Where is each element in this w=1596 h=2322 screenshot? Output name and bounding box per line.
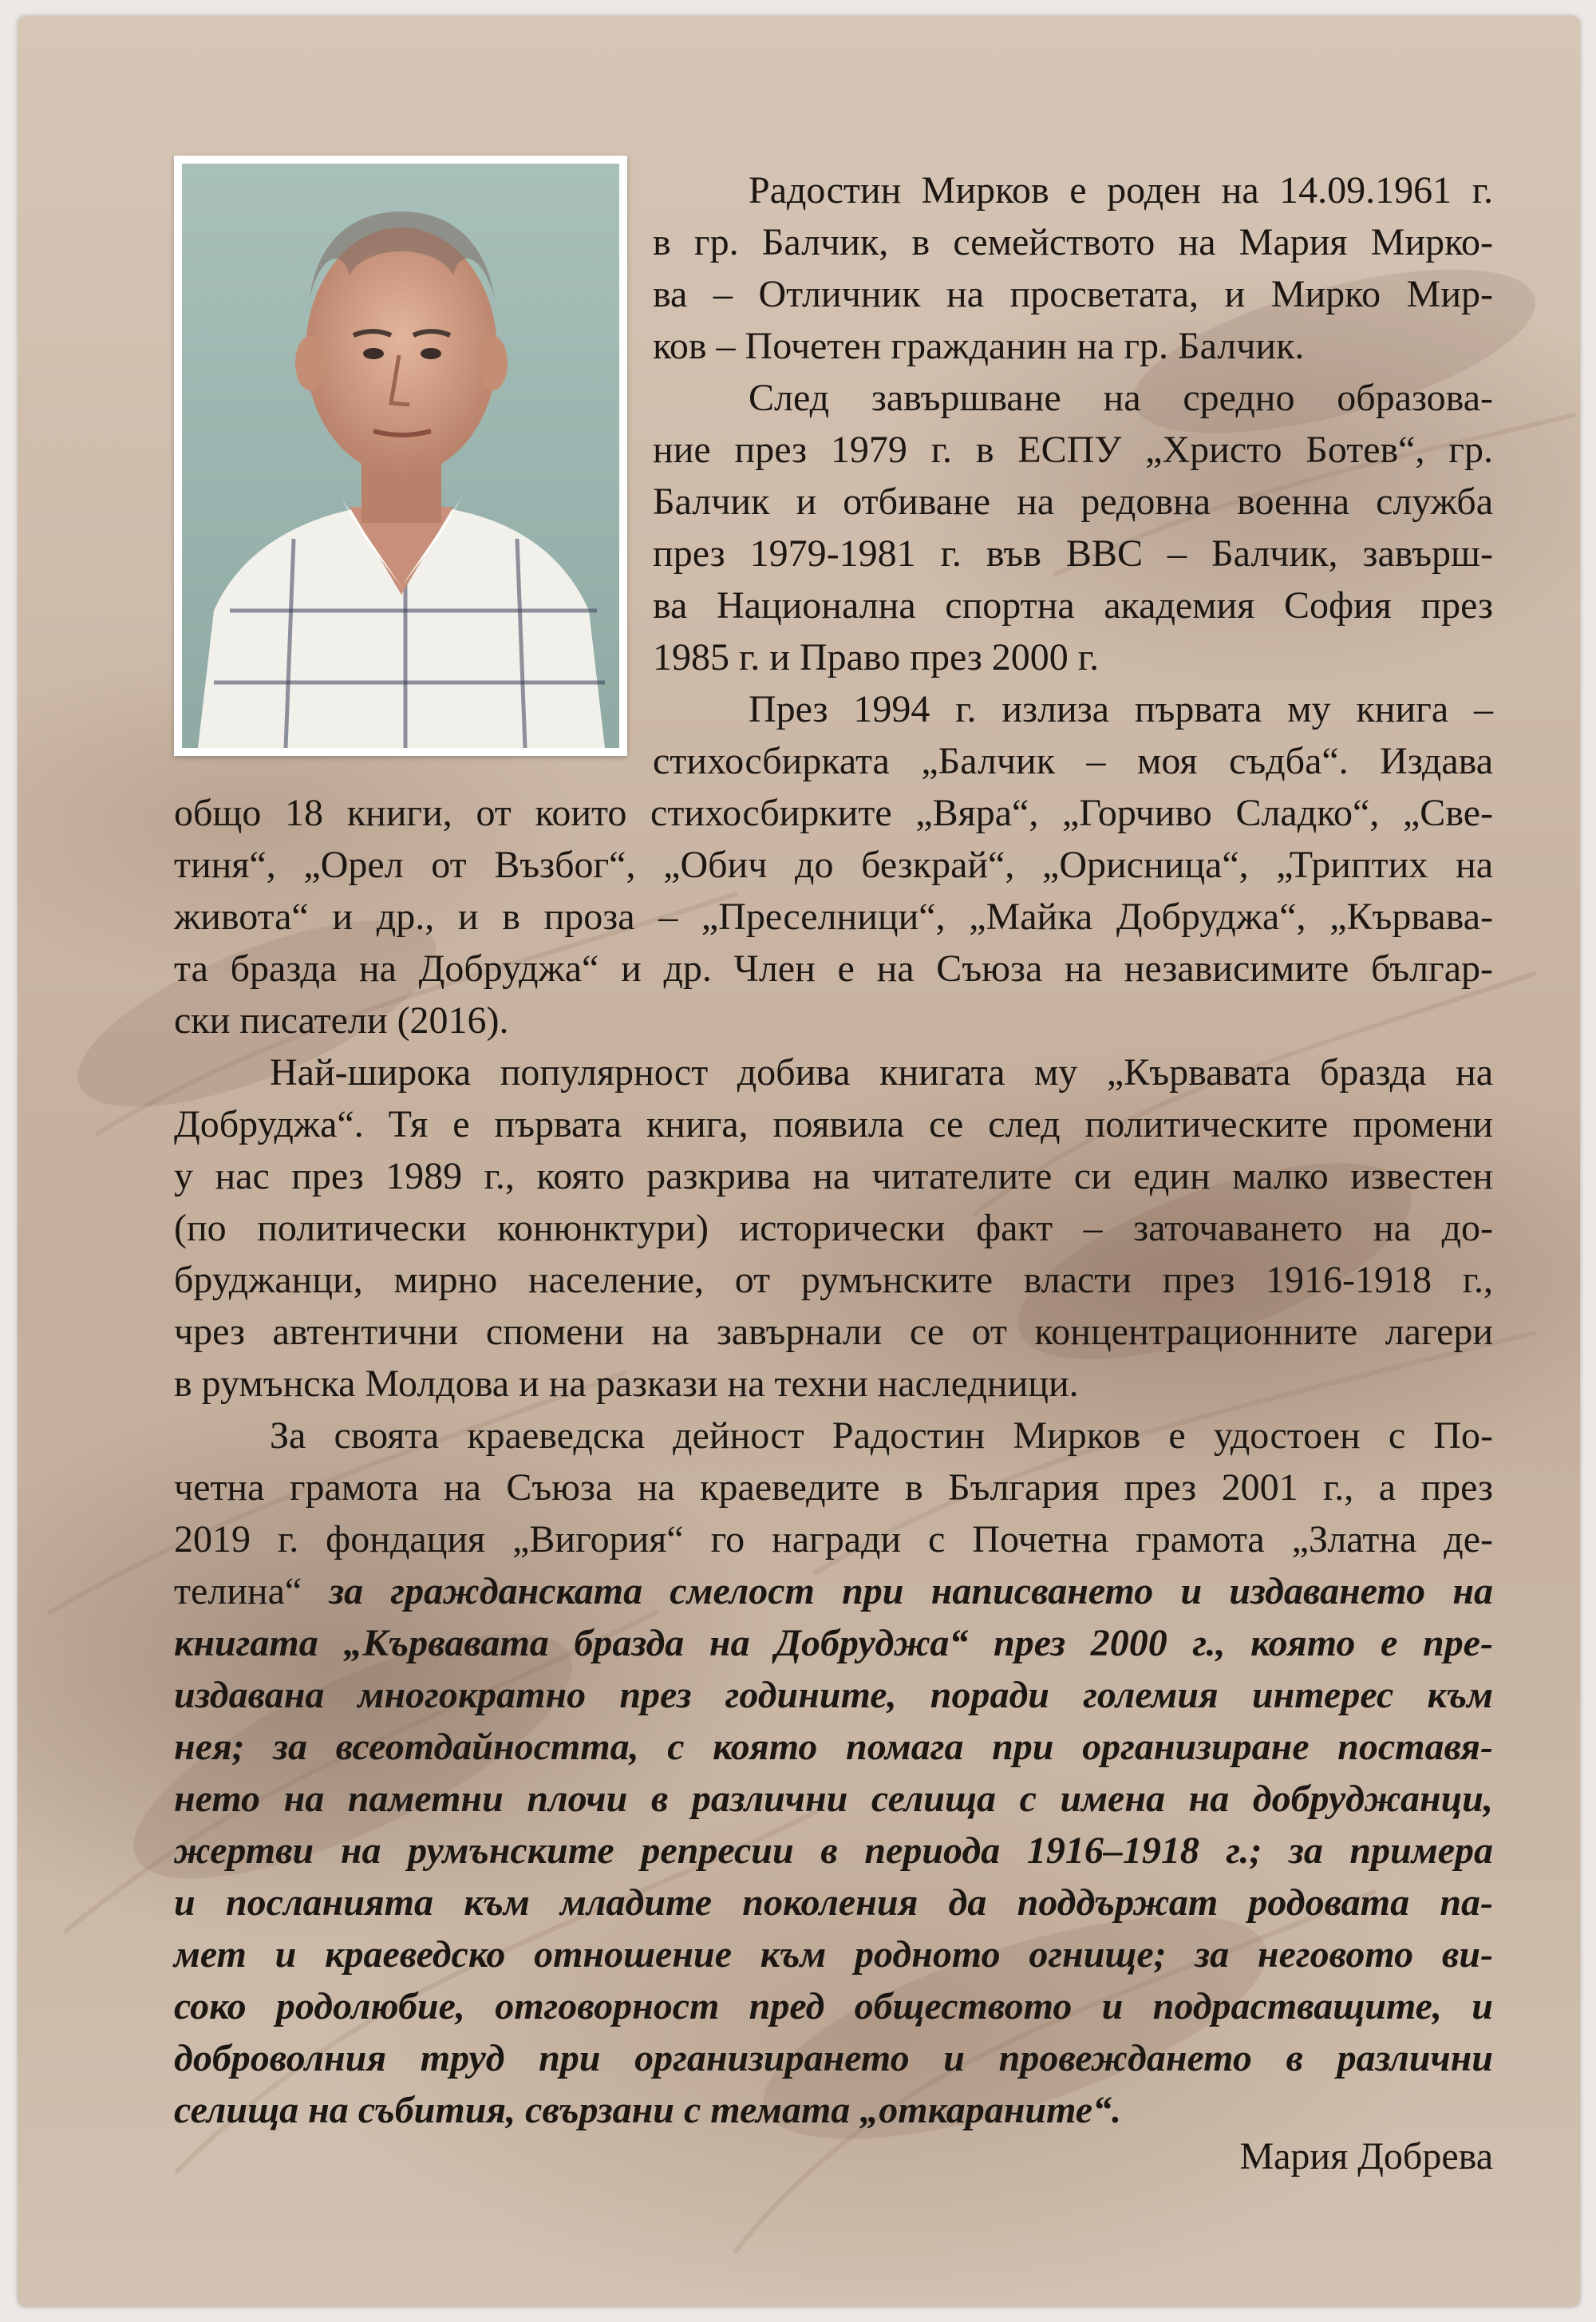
text-line: (по политически конюнктури) исторически факт – заточаването на до- xyxy=(174,1207,1493,1249)
text-line: в румънска Молдова и на разкази на техни наследници. xyxy=(174,1363,1079,1405)
text-line: общо 18 книги, от които стихосбирките „Вяра“, „Горчиво Сладко“, „Све- xyxy=(174,792,1493,834)
text-line: Най-широка популярност добива книгата му „Кървавата бразда на xyxy=(270,1051,1493,1094)
bold-italic-line: и посланията към младите поколения да поддържат родовата па- xyxy=(174,1881,1493,1924)
bold-italic-line: доброволния труд при организирането и провеждането в различни xyxy=(174,2037,1493,2079)
mixed-text-line xyxy=(174,1566,1493,1618)
bold-italic-line: соко родолюбие, отговорност пред обществото и подрастващите, и xyxy=(174,1985,1493,2027)
text-line: тиня“, „Орел от Възбог“, „Обич до безкрай“, „Орисница“, „Триптих на xyxy=(174,844,1493,886)
text-line: 2019 г. фондация „Вигория“ го награди с Почетна грамота „Златна де- xyxy=(174,1518,1493,1561)
bold-italic-line: селища на събития, свързани с темата „откараните“. xyxy=(174,2089,1122,2131)
text-line: Добруджа“. Тя е първата книга, появила се след политическите промени xyxy=(174,1103,1493,1145)
bold-italic-line: книгата „Кървавата бразда на Добруджа“ през 2000 г., която е пре- xyxy=(174,1622,1493,1664)
bold-italic-fragment: за гражданската смелост при написването и издаването на xyxy=(329,1570,1493,1612)
text-line: ков – Почетен гражданин на гр. Балчик. xyxy=(653,325,1305,367)
text-line: у нас през 1989 г., която разкрива на читателите си един малко известен xyxy=(174,1155,1493,1197)
text-line: в гр. Балчик, в семейството на Мария Мирко- xyxy=(653,221,1493,263)
text-line: чрез автентични спомени на завърнали се от концентрационните лагери xyxy=(174,1311,1493,1353)
biography-text xyxy=(18,16,1580,2307)
text-line: живота“ и др., и в проза – „Преселници“, „Майка Добруджа“, „Кървава- xyxy=(174,896,1493,938)
text-line: ва – Отличник на просветата, и Мирко Мир- xyxy=(653,273,1493,315)
plain-fragment: телина“ xyxy=(174,1570,330,1612)
text-line: ва Национална спортна академия София през xyxy=(653,584,1493,627)
text-line: ски писатели (2016). xyxy=(174,999,509,1042)
text-line: След завършване на средно образова- xyxy=(749,377,1493,419)
text-line: стихосбирката „Балчик – моя съдба“. Издава xyxy=(653,740,1493,782)
text-line: За своята краеведска дейност Радостин Мирков е удостоен с По- xyxy=(270,1414,1493,1457)
text-line: През 1994 г. излиза първата му книга – xyxy=(749,688,1493,730)
text-line: та бразда на Добруджа“ и др. Член е на Съюза на независимите българ- xyxy=(174,947,1493,990)
text-line: Балчик и отбиване на редовна военна служба xyxy=(653,481,1493,523)
bold-italic-line: жертви на румънските репресии в периода 1916–1918 г.; за примера xyxy=(174,1830,1493,1872)
signature: Мария Добрева xyxy=(1239,2135,1493,2178)
bold-italic-line: издавана многократно през годините, поради големия интерес към xyxy=(174,1674,1493,1716)
text-line: през 1979-1981 г. във ВВС – Балчик, завърш- xyxy=(653,532,1493,575)
bold-italic-line: нея; за всеотдайността, с която помага при организиране поставя- xyxy=(174,1726,1493,1768)
text-line: четна грамота на Съюза на краеведите в България през 2001 г., а през xyxy=(174,1466,1493,1509)
bold-italic-line: мет и краеведско отношение към родното огнище; за неговото ви- xyxy=(174,1933,1493,1976)
text-line: бруджанци, мирно население, от румънските власти през 1916-1918 г., xyxy=(174,1259,1493,1301)
text-line: 1985 г. и Право през 2000 г. xyxy=(653,636,1100,678)
text-line: ние през 1979 г. в ЕСПУ „Христо Ботев“, гр. xyxy=(653,429,1493,471)
book-back-cover xyxy=(18,16,1580,2307)
text-line: Радостин Мирков е роден на 14.09.1961 г. xyxy=(749,169,1493,212)
bold-italic-line: нето на паметни плочи в различни селища с имена на добруджанци, xyxy=(174,1778,1493,1820)
